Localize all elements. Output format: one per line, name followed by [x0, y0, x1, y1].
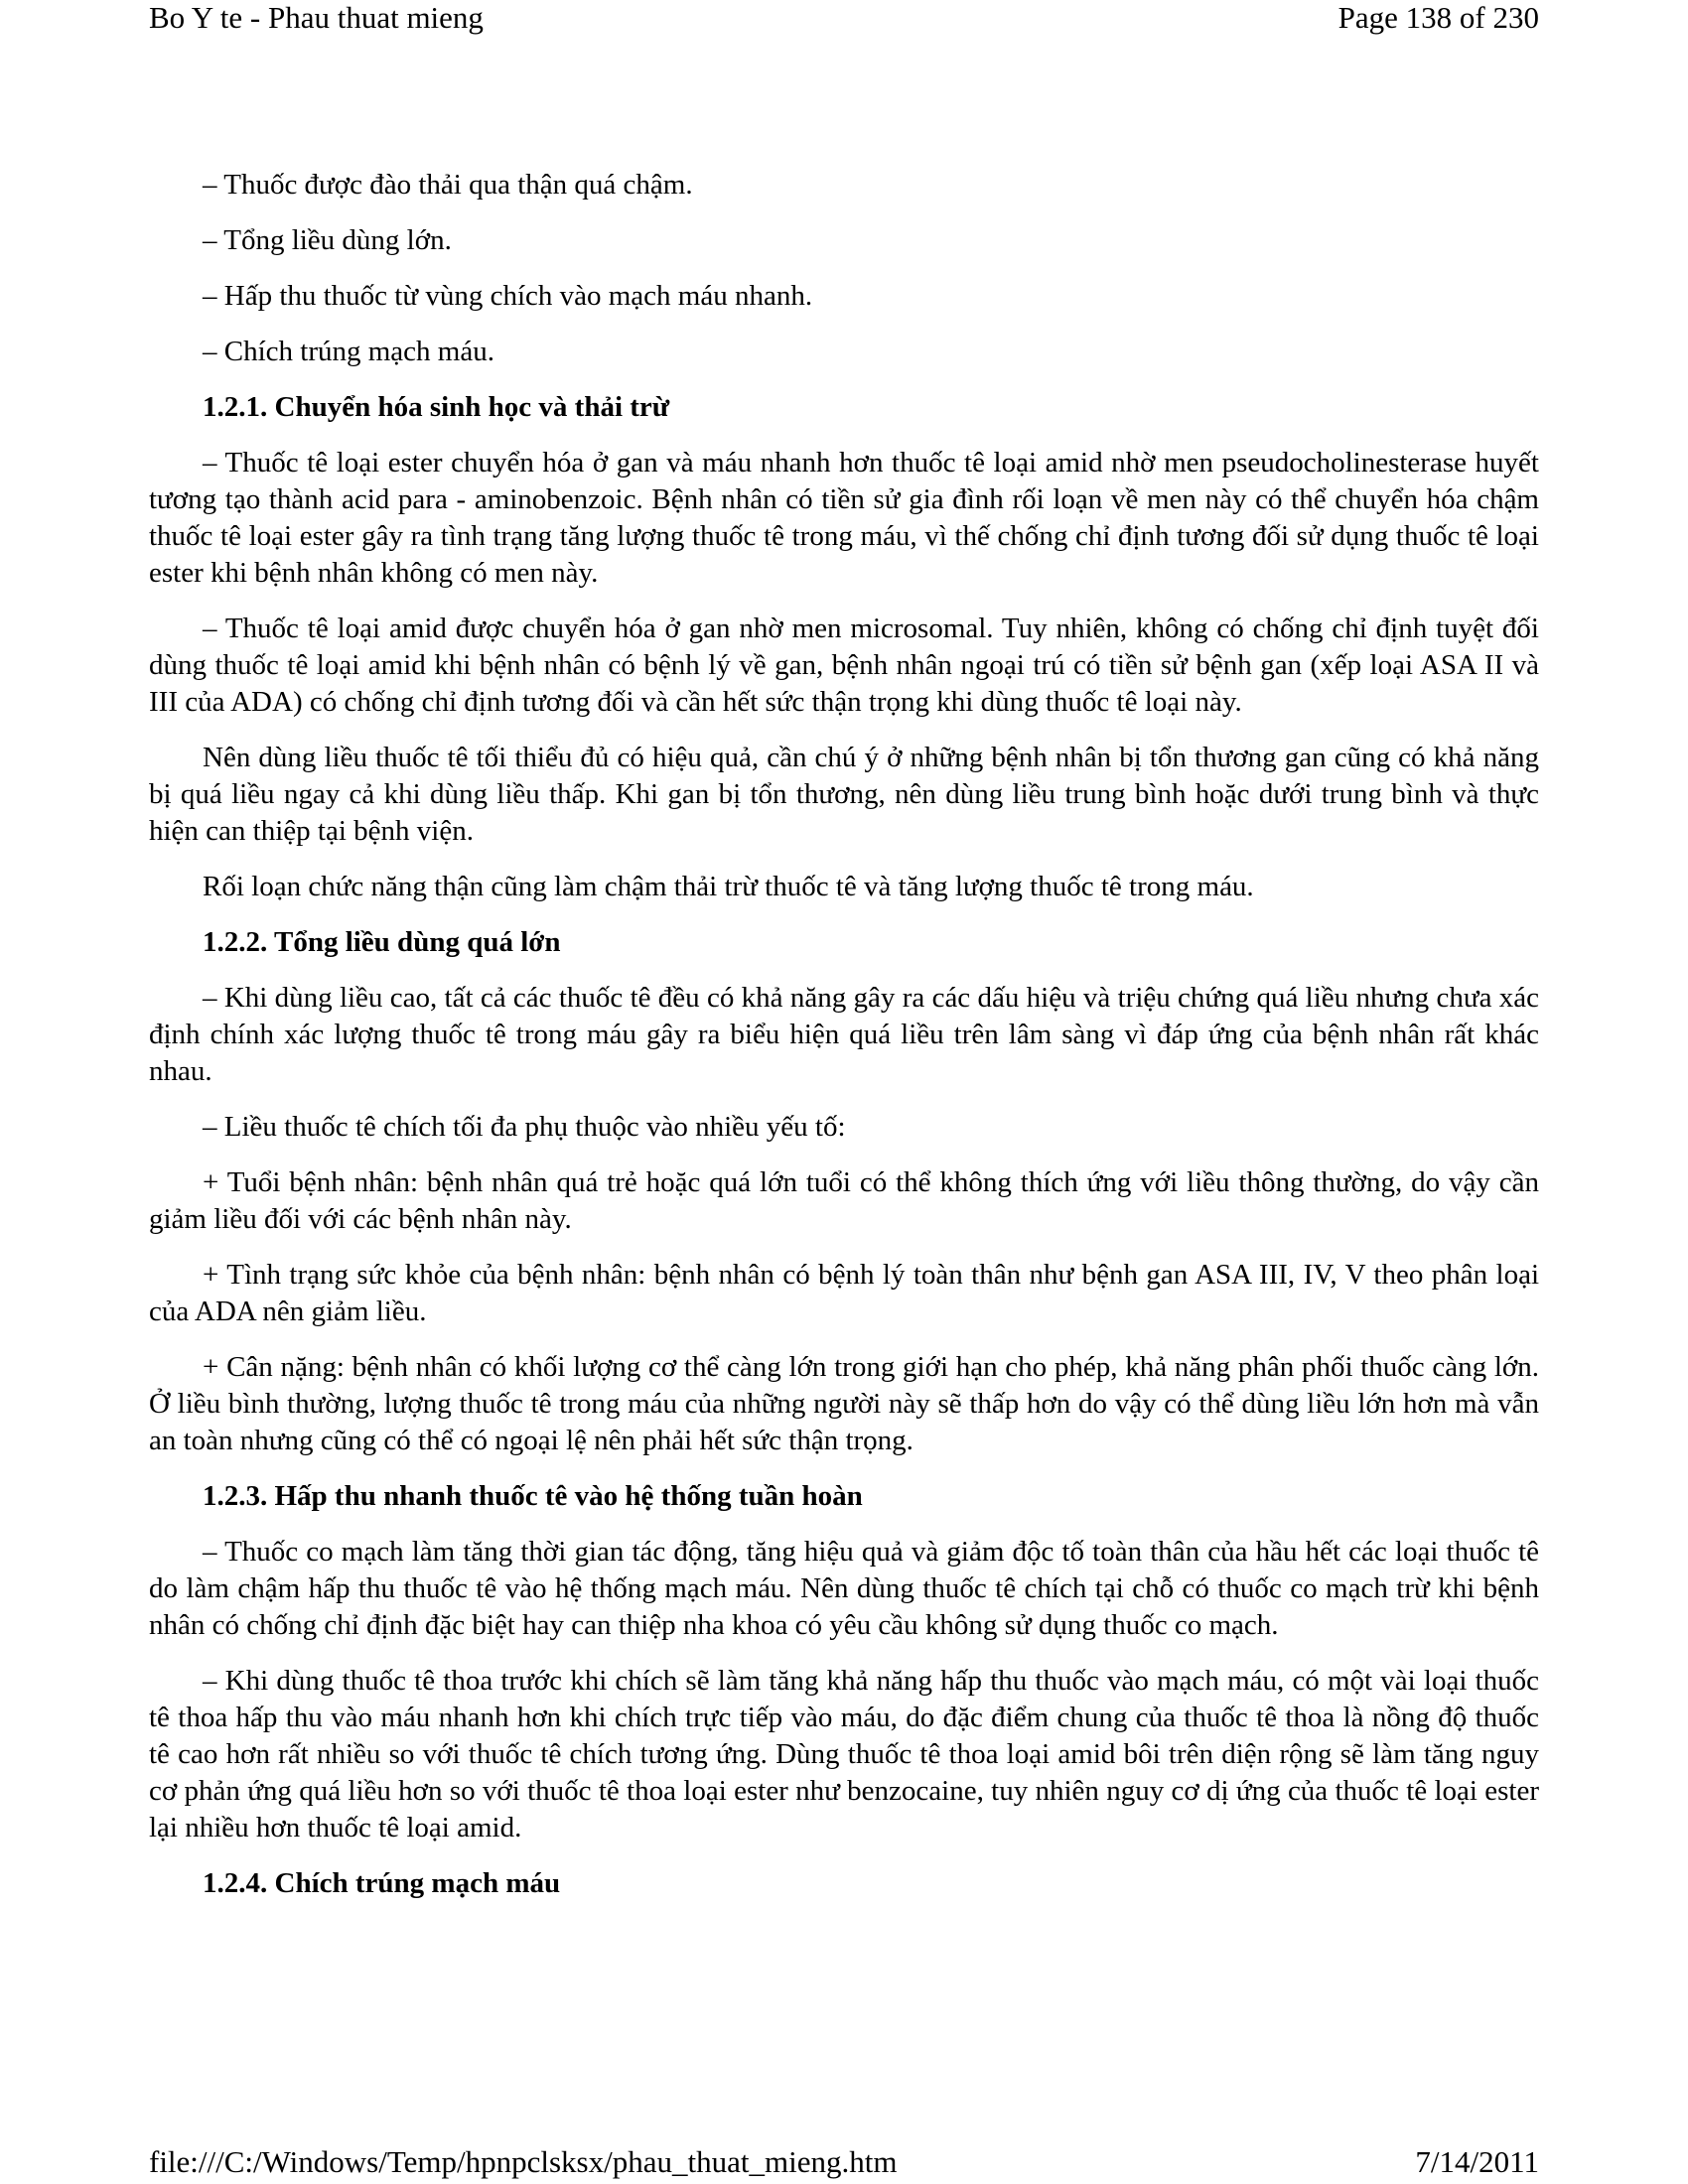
intro-item: – Hấp thu thuốc từ vùng chích vào mạch máu nhanh. [203, 280, 813, 312]
paragraph: Nên dùng liều thuốc tê tối thiểu đủ có hiệu quả, cần chú ý ở những bệnh nhân bị tổn thương gan cũng có khả năng bị quá liều ngay cả khi dùng liều thấp. Khi gan bị tổn thương, nên dùng liều trung bình hoặc dưới trung bình và thực hiện can thiệp tại bệnh viện. [149, 742, 1539, 847]
page-footer-date: 7/14/2011 [1415, 2144, 1539, 2179]
paragraph: Rối loạn chức năng thận cũng làm chậm thải trừ thuốc tê và tăng lượng thuốc tê trong máu. [203, 871, 1254, 902]
paragraph: + Cân nặng: bệnh nhân có khối lượng cơ thể càng lớn trong giới hạn cho phép, khả năng phân phối thuốc càng lớn. Ở liều bình thường, lượng thuốc tê trong máu của những người này sẽ thấp hơn do vậy có thể dùng liều lớn hơn mà vẫn an toàn nhưng cũng có thể có ngoại lệ nên phải hết sức thận trọng. [149, 1351, 1539, 1456]
document-body [149, 167, 1539, 1921]
section-heading-1-2-1: 1.2.1. Chuyển hóa sinh học và thải trừ [203, 391, 670, 423]
paragraph: + Tuổi bệnh nhân: bệnh nhân quá trẻ hoặc quá lớn tuổi có thể không thích ứng với liều thông thường, do vậy cần giảm liều đối với các bệnh nhân này. [149, 1166, 1539, 1235]
page-header-page-number: Page 138 of 230 [1337, 0, 1539, 35]
page-header-title: Bo Y te - Phau thuat mieng [149, 0, 484, 35]
paragraph: – Thuốc tê loại amid được chuyển hóa ở gan nhờ men microsomal. Tuy nhiên, không có chống chỉ định tuyệt đối dùng thuốc tê loại amid khi bệnh nhân có bệnh lý về gan, bệnh nhân ngoại trú có tiền sử bệnh gan (xếp loại ASA II và III của ADA) có chống chỉ định tương đối và cần hết sức thận trọng khi dùng thuốc tê loại này. [149, 613, 1539, 718]
section-heading-1-2-4: 1.2.4. Chích trúng mạch máu [203, 1867, 561, 1899]
intro-item: – Chích trúng mạch máu. [203, 336, 494, 367]
paragraph: – Thuốc co mạch làm tăng thời gian tác động, tăng hiệu quả và giảm độc tố toàn thân của hầu hết các loại thuốc tê do làm chậm hấp thu thuốc tê vào hệ thống mạch máu. Nên dùng thuốc tê chích tại chỗ có thuốc co mạch trừ khi bệnh nhân có chống chỉ định đặc biệt hay can thiệp nha khoa có yêu cầu không sử dụng thuốc co mạch. [149, 1536, 1539, 1641]
section-heading-1-2-2: 1.2.2. Tổng liều dùng quá lớn [203, 926, 561, 958]
paragraph: – Thuốc tê loại ester chuyển hóa ở gan và máu nhanh hơn thuốc tê loại amid nhờ men pseudocholinesterase huyết tương tạo thành acid para - aminobenzoic. Bệnh nhân có tiền sử gia đình rối loạn về men này có thể chuyển hóa chậm thuốc tê loại ester gây ra tình trạng tăng lượng thuốc tê trong máu, vì thế chống chỉ định tương đối sử dụng thuốc tê loại ester khi bệnh nhân không có men này. [149, 447, 1539, 589]
intro-item: – Tổng liều dùng lớn. [203, 224, 452, 256]
paragraph: – Khi dùng thuốc tê thoa trước khi chích sẽ làm tăng khả năng hấp thu thuốc vào mạch máu, có một vài loại thuốc tê thoa hấp thu vào máu nhanh hơn khi chích trực tiếp vào máu, do đặc điểm chung của thuốc tê thoa là nồng độ thuốc tê cao hơn rất nhiều so với thuốc tê chích tương ứng. Dùng thuốc tê thoa loại amid bôi trên diện rộng sẽ làm tăng nguy cơ phản ứng quá liều hơn so với thuốc tê thoa loại ester như benzocaine, tuy nhiên nguy cơ dị ứng của thuốc tê loại ester lại nhiều hơn thuốc tê loại amid. [149, 1665, 1539, 1843]
paragraph: – Khi dùng liều cao, tất cả các thuốc tê đều có khả năng gây ra các dấu hiệu và triệu chứng quá liều nhưng chưa xác định chính xác lượng thuốc tê trong máu gây ra biểu hiện quá liều trên lâm sàng vì đáp ứng của bệnh nhân rất khác nhau. [149, 982, 1539, 1087]
paragraph: + Tình trạng sức khỏe của bệnh nhân: bệnh nhân có bệnh lý toàn thân như bệnh gan ASA III, IV, V theo phân loại của ADA nên giảm liều. [149, 1259, 1539, 1327]
intro-item: – Thuốc được đào thải qua thận quá chậm. [203, 169, 693, 201]
paragraph: – Liều thuốc tê chích tối đa phụ thuộc vào nhiều yếu tố: [203, 1111, 846, 1143]
section-heading-1-2-3: 1.2.3. Hấp thu nhanh thuốc tê vào hệ thống tuần hoàn [203, 1480, 863, 1512]
page-footer-url: file:///C:/Windows/Temp/hpnpclsksx/phau_thuat_mieng.htm [149, 2144, 898, 2179]
